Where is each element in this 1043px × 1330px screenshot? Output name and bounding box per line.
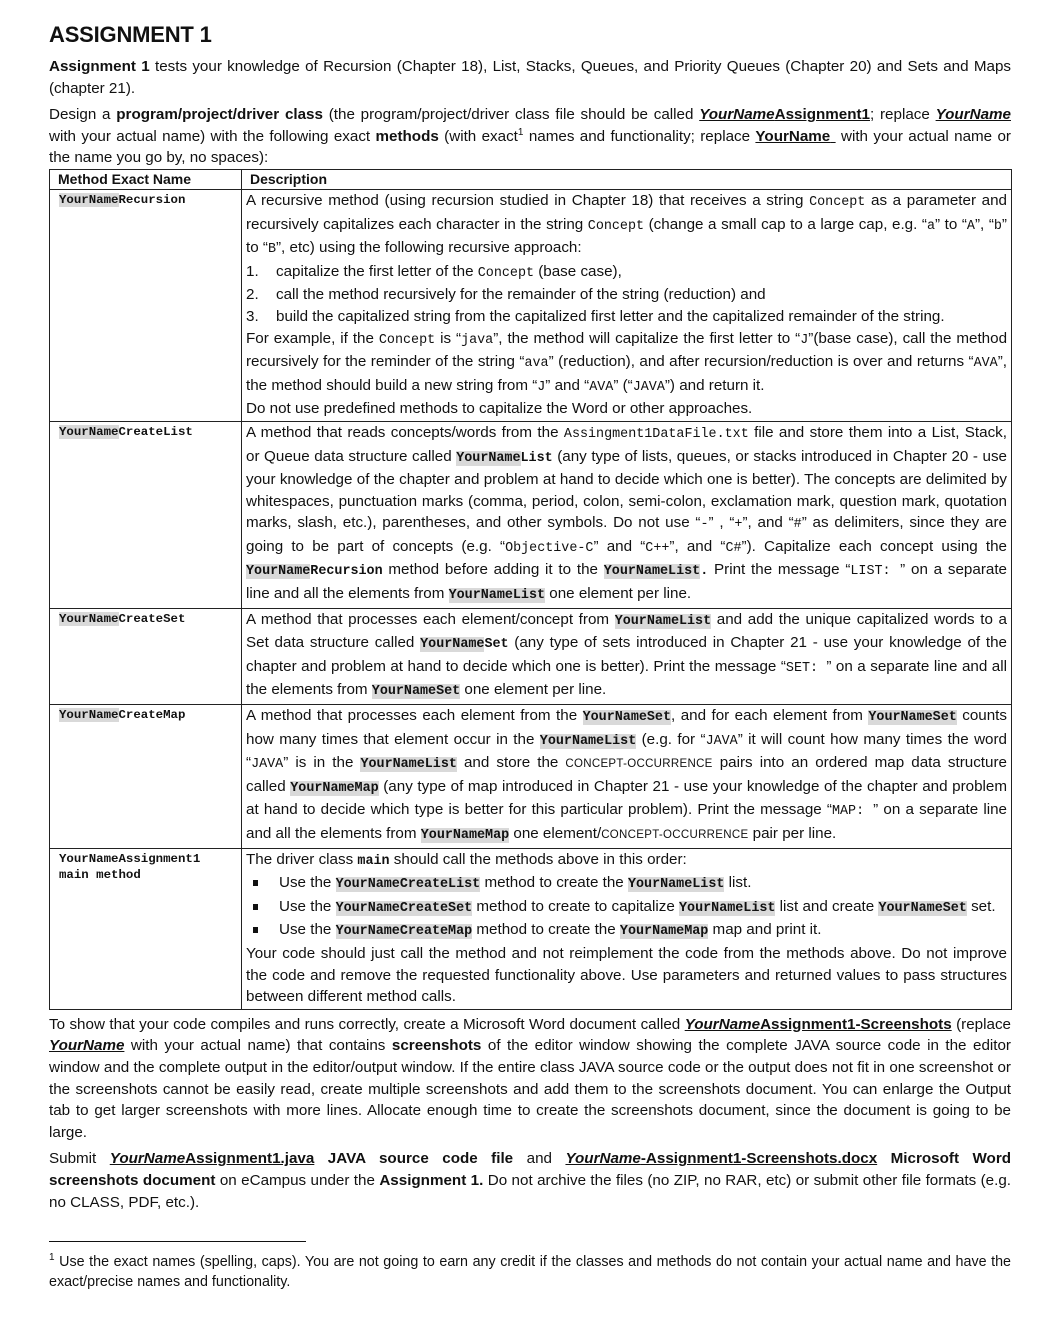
column-header-description: Description <box>242 169 1012 189</box>
table-row-recursion <box>50 189 1012 421</box>
filename-yourname-highlight: YourName <box>699 106 775 124</box>
assignment-document <box>49 20 1011 1292</box>
design-paragraph: Design a program/project/driver class (the program/project/driver class file should be called YourNameAssignment1; replace YourName with your actual name) with the following exact methods (with exact$^1$ names and functionality; replace YourName with your actual name or the name you go by, no spaces): <box>49 106 1011 167</box>
method-description-createmap: A method that processes each element from the YourNameSet, and for each element from YourNameSet counts how many times that element occur in the YourNameList (e.g. for “JAVA” it will count how many times the word “JAVA” is in the YourNameList and store the CONCEPT-OCCURRENCE pairs into an ordered map data structure called YourNameMap (any type of map introduced in Chapter 21 - use your knowledge of the chapter and problem at hand to decide which type is better for this particular problem). Print the message “MAP: ” on a separate line and all the elements from YourNameMap one element/CONCEPT-OCCURRENCE pair per line. <box>242 705 1012 849</box>
list-item: Use the YourNameCreateMap method to create the YourNameMap map and print it. <box>246 919 1007 943</box>
screenshots-paragraph: To show that your code compiles and runs correctly, create a Microsoft Word document called YourNameAssignment1-Screenshots (replace YourName with your actual name) that contains screenshots of the editor window showing the complete JAVA source code in the editor window and the complete output in the editor/output window. If the entire class JAVA source code or the output does not fit in one screenshot or the screenshots cannot be easily read, create multiple screenshots and add them to the screenshots document. You can enlarge the Output tab to get larger screenshots with more lines. Allocate enough time to create the screenshots document, since the document is going to be large. <box>49 1015 1011 1141</box>
table-header-row <box>50 169 1012 189</box>
list-item: 1. capitalize the first letter of the Concept (base case), <box>246 262 622 281</box>
method-name-createset: YourNameCreateSet <box>50 608 242 704</box>
intro-paragraph: Assignment 1 tests your knowledge of Recursion (Chapter 18), List, Stacks, Queues, and Priority Queues (Chapter 20) and Sets and Maps (chapter 21). <box>49 58 1011 97</box>
method-description-createlist: A method that reads concepts/words from the Assingment1DataFile.txt file and store them into a List, Stack, or Queue data structure called YourNameList (any type of lists, queues, or stacks introduced in Chapter 20 - use your knowledge of the chapter and problem at hand to decide which one is better). The concepts are delimited by whitespaces, punctuation marks (comma, period, colon, semi-colon, exclamation mark, question mark, quotation marks, slash, etc.), parentheses, and other symbols. Do not use “-” , “+”, and “#” as delimiters, since they are going to be part of concepts (e.g. “Objective-C” and “C++”, and “C#”). Capitalize each concept using the YourNameRecursion method before adding it to the YourNameList. Print the message “LIST: ” on a separate line and all the elements from YourNameList one element per line. <box>242 421 1012 608</box>
table-row-createmap <box>50 705 1012 849</box>
bullet-square-icon <box>253 904 258 910</box>
bullet-square-icon <box>253 927 258 933</box>
method-name-main: YourNameAssignment1 main method <box>50 848 242 1009</box>
methods-table <box>49 169 1012 1010</box>
page-title: ASSIGNMENT 1 <box>49 22 212 47</box>
footnote: $^1$ Use the exact names (spelling, caps). You are not going to earn any credit if the classes and methods do not contain your actual name and have the exact/precise names and functionality. <box>49 1252 1011 1291</box>
method-description-createset: A method that processes each element/concept from YourNameList and add the unique capitalized words to a Set data structure called YourNameSet (any type of sets introduced in Chapter 21 - use your knowledge of the chapter and problem at hand to decide which one is better). Print the message “SET: ” on a separate line and all the elements from YourNameSet one element per line. <box>242 608 1012 704</box>
table-row-createset <box>50 608 1012 704</box>
method-description-recursion: A recursive method (using recursion studied in Chapter 18) that receives a string Concept as a parameter and recursively capitalizes each character in the string Concept (change a small cap to a large cap, e.g. “a” to “A”, “b” to “B”, etc) using the following recursive approach: 1. capitalize the first letter of the Concept (base case), 2. call the method recursively for the remainder of the string (reduction) and 3. build the capitalized string from the capitalized first letter and the capitalized remainder of the string. For example, if the Concept is “java”, the method will capitalize the first letter to “J”(base case), call the method recursively for the reminder of the string “ava” (reduction), and after recursion/reduction is over and returns “AVA”, the method should build a new string from “J” and “AVA” (“JAVA”) and return it. Do not use predefined methods to capitalize the Word or other approaches. <box>242 189 1012 421</box>
submit-paragraph: Submit YourNameAssignment1.java JAVA source code file and YourName-Assignment1-Screenshots.docx Microsoft Word screenshots document on eCampus under the Assignment 1. Do not archive the files (no ZIP, no RAR, etc) or submit other file formats (e.g. no CLASS, PDF, etc.). <box>49 1150 1012 1211</box>
method-name-createmap: YourNameCreateMap <box>50 705 242 849</box>
method-description-main: The driver class main should call the methods above in this order: Use the YourNameCreateList method to create the YourNameList list. Use the YourNameCreateSet method to create to capitalize YourNameList list and create YourNameSet set. Use the YourNameCreateMap method to create the YourNameMap map and print it. Your code should just call the method and not reimplement the code from the methods above. Do not improve the code and remove the requested functionality above. Use parameters and returned values to pass structures between different method calls. <box>242 848 1012 1009</box>
main-steps-list <box>246 872 1007 943</box>
list-item: Use the YourNameCreateSet method to create to capitalize YourNameList list and create YourNameSet set. <box>246 896 1007 920</box>
table-row-createlist <box>50 421 1012 608</box>
method-name-recursion: YourNameRecursion <box>50 189 242 421</box>
recursion-steps-list <box>246 261 1007 328</box>
table-row-main <box>50 848 1012 1009</box>
list-item: 3. build the capitalized string from the capitalized first letter and the capitalized remainder of the string. <box>246 307 945 325</box>
footnote-ref: 1 <box>517 126 524 138</box>
column-header-method: Method Exact Name <box>50 169 242 189</box>
method-name-createlist: YourNameCreateList <box>50 421 242 608</box>
list-item: Use the YourNameCreateList method to create the YourNameList list. <box>246 872 1007 896</box>
bullet-square-icon <box>253 880 258 886</box>
footnote-divider <box>49 1241 306 1242</box>
list-item: 2. call the method recursively for the remainder of the string (reduction) and <box>246 286 766 304</box>
